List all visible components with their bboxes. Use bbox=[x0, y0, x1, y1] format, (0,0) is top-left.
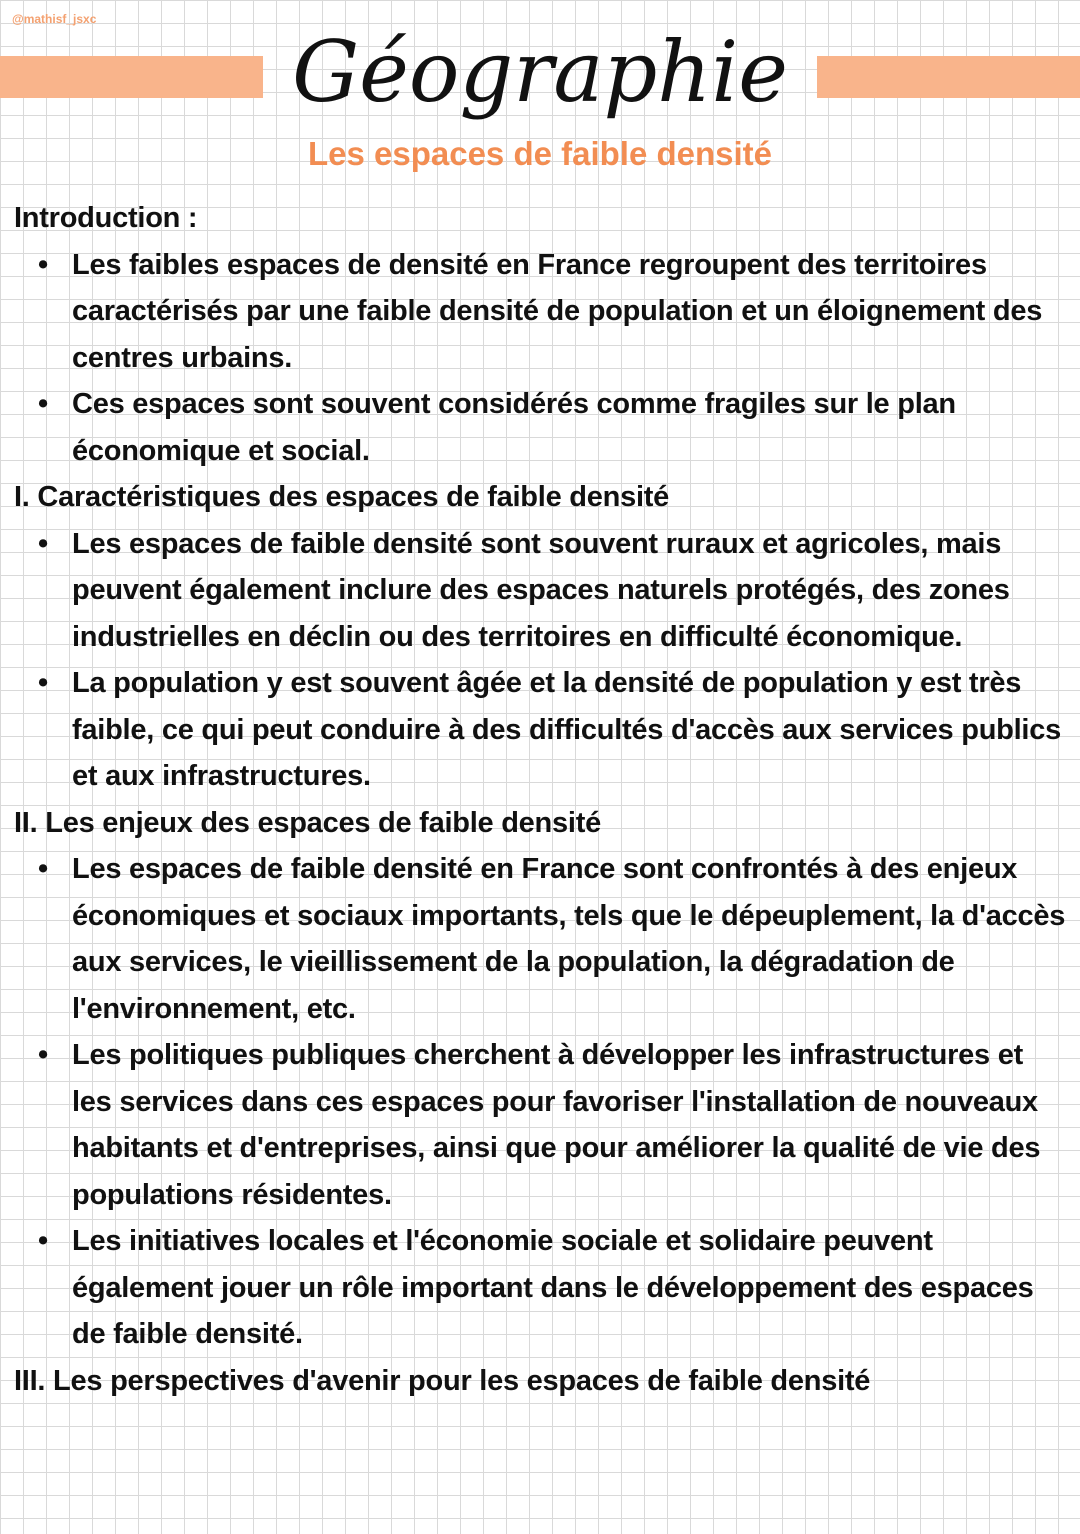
bullet-list bbox=[14, 521, 1070, 800]
bullet-text: Les espaces de faible densité en France sont confrontés à des enjeux économiques et sociaux importants, tels que le dépeuplement, la d'accès aux services, le vieillissement de la population, la dégradation de l'environnement, etc. bbox=[72, 853, 1066, 1025]
bullet-list bbox=[14, 242, 1070, 475]
list-item bbox=[14, 521, 1070, 661]
bullet-text: Ces espaces sont souvent considérés comme fragiles sur le plan économique et social. bbox=[72, 388, 956, 467]
list-item bbox=[14, 846, 1070, 1032]
list-item bbox=[14, 1218, 1070, 1358]
bullet-list bbox=[14, 846, 1070, 1358]
list-item bbox=[14, 1032, 1070, 1218]
section-caracteristiques bbox=[14, 474, 1070, 800]
bullet-text: La population y est souvent âgée et la densité de population y est très faible, ce qui peut conduire à des difficultés d'accès aux services publics et aux infrastructures. bbox=[72, 667, 1061, 792]
section-heading: I. Caractéristiques des espaces de faible densité bbox=[14, 481, 670, 513]
bullet-icon: • bbox=[38, 853, 48, 885]
author-watermark: @mathisf_jsxc bbox=[12, 12, 97, 26]
bullet-icon: • bbox=[38, 248, 48, 281]
bullet-text: Les faibles espaces de densité en France regroupent des territoires caractérisés par une faible densité de population et un éloignement des centres urbains. bbox=[72, 248, 1043, 374]
bullet-text: Les politiques publiques cherchent à développer les infrastructures et les services dans ces espaces pour favoriser l'installation de nouveaux habitants et d'entreprises, ainsi que pour améliorer la qualité de vie des populations résidentes. bbox=[72, 1039, 1041, 1211]
page-subtitle: Les espaces de faible densité bbox=[307, 135, 773, 172]
bullet-icon: • bbox=[38, 527, 48, 560]
notes-body bbox=[14, 195, 1070, 1404]
bullet-text: Les initiatives locales et l'économie sociale et solidaire peuvent également jouer un rôle important dans le développement des espaces de faible densité. bbox=[72, 1225, 1034, 1350]
page-title: Géographie bbox=[292, 23, 788, 121]
bullet-text: Les espaces de faible densité sont souvent ruraux et agricoles, mais peuvent également inclure des espaces naturels protégés, des zones industrielles en déclin ou des territoires en difficulté économique. bbox=[72, 527, 1010, 653]
list-item bbox=[14, 660, 1070, 800]
list-item bbox=[14, 242, 1070, 382]
section-heading: Introduction : bbox=[14, 202, 198, 234]
bullet-icon: • bbox=[38, 1039, 48, 1071]
section-heading: III. Les perspectives d'avenir pour les espaces de faible densité bbox=[14, 1364, 871, 1397]
bullet-icon: • bbox=[38, 1225, 48, 1257]
section-enjeux bbox=[14, 800, 1070, 1358]
section-perspectives bbox=[14, 1358, 1070, 1405]
list-item bbox=[14, 381, 1070, 474]
bullet-icon: • bbox=[38, 388, 48, 420]
bullet-icon: • bbox=[38, 667, 48, 699]
section-introduction bbox=[14, 195, 1070, 474]
section-heading: II. Les enjeux des espaces de faible densité bbox=[14, 806, 601, 839]
